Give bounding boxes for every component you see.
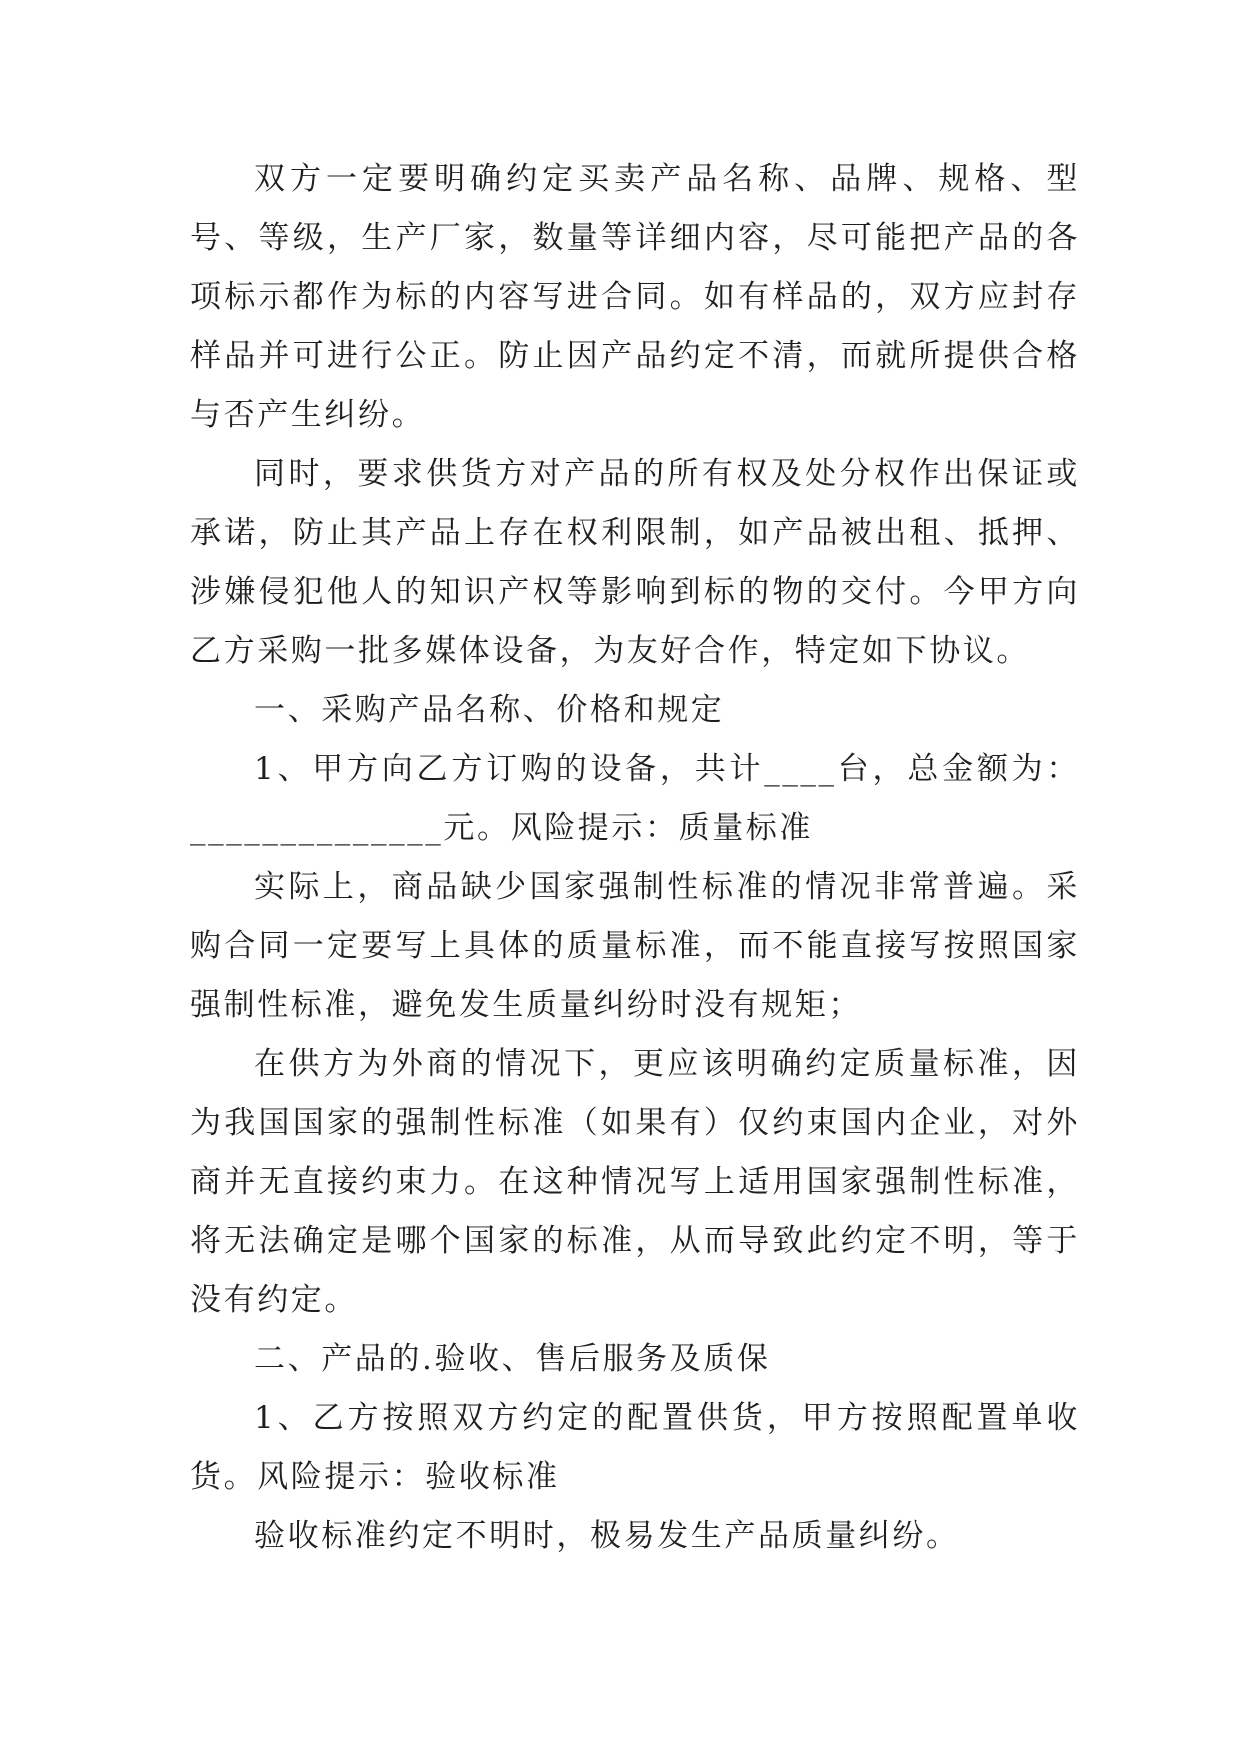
paragraph-foreign-supplier: 在供方为外商的情况下，更应该明确约定质量标准，因为我国国家的强制性标准（如果有）仅约束国内企业，对外商并无直接约束力。在这种情况写上适用国家强制性标准，将无法确定是哪个国家的标准，从而导致此约定不明，等于没有约定。 [190, 1046, 1080, 1318]
section-heading-acceptance-service: 二、产品的.验收、售后服务及质保 [254, 1341, 771, 1377]
clause-order-quantity-amount: 1、甲方向乙方订购的设备，共计____台，总金额为：______________元。风险提示：质量标准 [190, 751, 1080, 846]
document-body [190, 150, 1080, 1566]
section-heading-product-price: 一、采购产品名称、价格和规定 [254, 692, 725, 728]
paragraph-product-details: 双方一定要明确约定买卖产品名称、品牌、规格、型号、等级，生产厂家，数量等详细内容，尽可能把产品的各项标示都作为标的内容写进合同。如有样品的，双方应封存样品并可进行公正。防止因产品约定不清，而就所提供合格与否产生纠纷。 [190, 161, 1080, 433]
paragraph-ownership-guarantee: 同时，要求供货方对产品的所有权及处分权作出保证或承诺，防止其产品上存在权利限制，如产品被出租、抵押、涉嫌侵犯他人的知识产权等影响到标的物的交付。今甲方向乙方采购一批多媒体设备，为友好合作，特定如下协议。 [190, 456, 1080, 669]
paragraph-acceptance-dispute: 验收标准约定不明时，极易发生产品质量纠纷。 [254, 1518, 960, 1554]
clause-delivery-configuration: 1、乙方按照双方约定的配置供货，甲方按照配置单收货。风险提示：验收标准 [190, 1400, 1080, 1495]
paragraph-quality-standard: 实际上，商品缺少国家强制性标准的情况非常普遍。采购合同一定要写上具体的质量标准，而不能直接写按照国家强制性标准，避免发生质量纠纷时没有规矩； [190, 869, 1080, 1023]
